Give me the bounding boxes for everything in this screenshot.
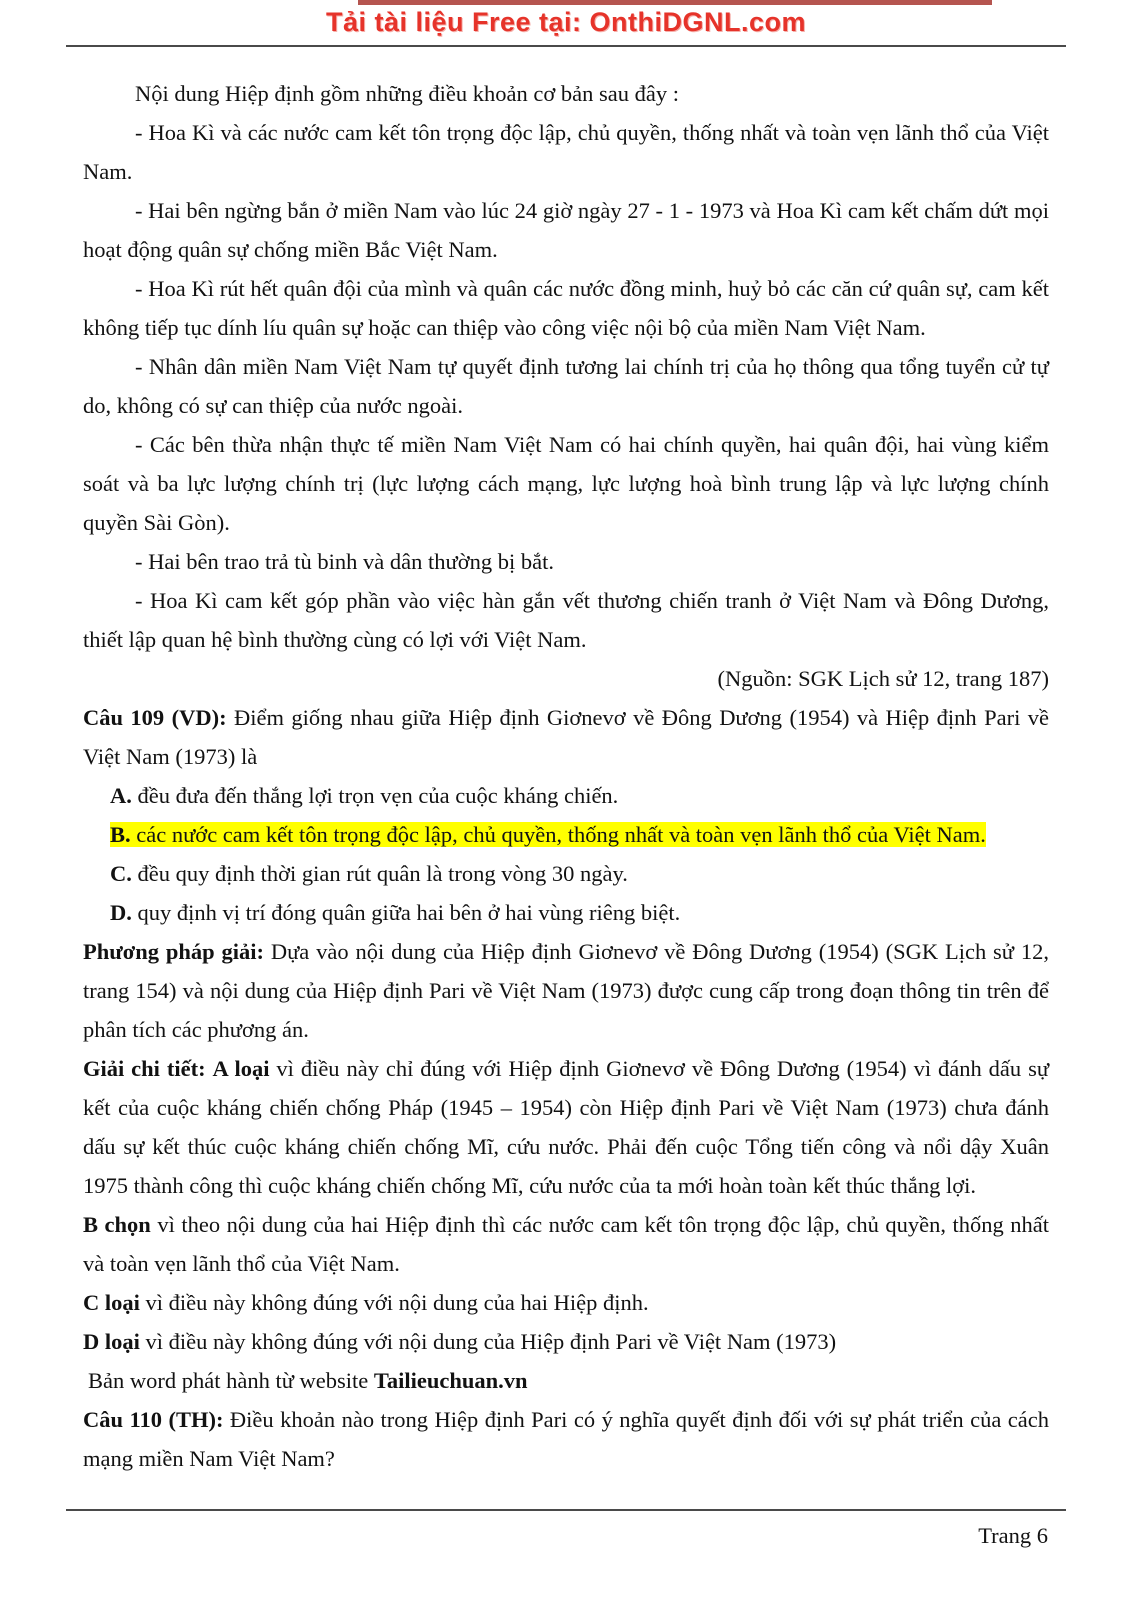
answer-b-label: B chọn (83, 1212, 151, 1237)
question-109 (83, 698, 1049, 776)
term-paragraph: - Các bên thừa nhận thực tế miền Nam Việt Nam có hai chính quyền, hai quân đội, hai vùng kiểm soát và ba lực lượng chính trị (lực lượng cách mạng, lực lượng hoà bình trung lập và lực lượng chính quyền Sài Gòn). (83, 432, 1049, 535)
method-label: Phương pháp giải: (83, 939, 264, 964)
page-number: Trang 6 (978, 1523, 1048, 1548)
question-109-text: Điểm giống nhau giữa Hiệp định Giơnevơ về Đông Dương (1954) và Hiệp định Pari về Việt Nam (1973) là (83, 705, 1049, 769)
option-c-text: đều quy định thời gian rút quân là trong vòng 30 ngày. (137, 861, 628, 886)
intro-paragraph: Nội dung Hiệp định gồm những điều khoản cơ bản sau đây : (135, 81, 680, 106)
option-b-text: các nước cam kết tôn trọng độc lập, chủ quyền, thống nhất và toàn vẹn lãnh thổ của Việt Nam. (136, 822, 986, 847)
method-text: Dựa vào nội dung của Hiệp định Giơnevơ về Đông Dương (1954) (SGK Lịch sử 12, trang 154) và nội dung của Hiệp định Pari về Việt Nam (1973) được cung cấp trong đoạn thông tin trên để phân tích các phương án. (83, 939, 1049, 1042)
option-d-text: quy định vị trí đóng quân giữa hai bên ở hai vùng riêng biệt. (137, 900, 681, 925)
watermark-brand: Tailieuchuan.vn (373, 1368, 528, 1393)
option-c (110, 854, 1049, 893)
watermark-line (83, 1361, 1049, 1400)
question-110-label: Câu 110 (TH): (83, 1407, 224, 1432)
source-citation: (Nguồn: SGK Lịch sử 12, trang 187) (717, 666, 1049, 691)
question-110-text: Điều khoản nào trong Hiệp định Pari có ý nghĩa quyết định đối với sự phát triển của cách mạng miền Nam Việt Nam? (83, 1407, 1049, 1471)
option-d (110, 893, 1049, 932)
question-110 (83, 1400, 1049, 1478)
term-paragraph: - Nhân dân miền Nam Việt Nam tự quyết định tương lai chính trị của họ thông qua tổng tuyển cử tự do, không có sự can thiệp của nước ngoài. (83, 354, 1049, 418)
term-paragraph: - Hoa Kì cam kết góp phần vào việc hàn gắn vết thương chiến tranh ở Việt Nam và Đông Dương, thiết lập quan hệ bình thường cùng có lợi với Việt Nam. (83, 588, 1049, 652)
term-paragraph: - Hai bên ngừng bắn ở miền Nam vào lúc 24 giờ ngày 27 - 1 - 1973 và Hoa Kì cam kết chấm dứt mọi hoạt động quân sự chống miền Bắc Việt Nam. (83, 198, 1049, 262)
term-paragraph: - Hai bên trao trả tù binh và dân thường bị bắt. (135, 549, 554, 574)
option-b-label: B. (110, 822, 131, 847)
option-a (110, 776, 1049, 815)
watermark-text: Bản word phát hành từ website (88, 1368, 374, 1393)
answer-c-text: vì điều này không đúng với nội dung của hai Hiệp định. (145, 1290, 649, 1315)
detail-paragraph (83, 1049, 1049, 1205)
footer-divider (66, 1509, 1066, 1511)
answer-b-text: vì theo nội dung của hai Hiệp định thì các nước cam kết tôn trọng độc lập, chủ quyền, thống nhất và toàn vẹn lãnh thổ của Việt Nam. (83, 1212, 1049, 1276)
answer-c-paragraph (83, 1283, 1049, 1322)
question-109-label: Câu 109 (VD): (83, 705, 227, 730)
answer-c-label: C loại (83, 1290, 140, 1315)
option-a-text: đều đưa đến thắng lợi trọn vẹn của cuộc kháng chiến. (137, 783, 619, 808)
download-banner-link[interactable]: Tải tài liệu Free tại: OnthiDGNL.com (325, 7, 807, 37)
option-c-label: C. (110, 861, 132, 886)
option-b-highlight (110, 822, 986, 847)
clipped-red-banner-artifact (358, 0, 992, 5)
option-a-label: A. (110, 783, 132, 808)
option-d-label: D. (110, 900, 132, 925)
detail-label: Giải chi tiết: (83, 1056, 206, 1081)
option-b (110, 815, 1049, 854)
document-body (83, 74, 1049, 1478)
answer-d-label: D loại (83, 1329, 140, 1354)
method-paragraph (83, 932, 1049, 1049)
answer-b-paragraph (83, 1205, 1049, 1283)
header-divider (66, 45, 1066, 47)
detail-text: vì điều này chỉ đúng với Hiệp định Giơnevơ về Đông Dương (1954) vì đánh dấu sự kết của cuộc kháng chiến chống Pháp (1945 – 1954) còn Hiệp định Pari về Việt Nam (1973) chưa đánh dấu sự kết thúc cuộc kháng chiến chống Mĩ, cứu nước. Phải đến cuộc Tổng tiến công và nổi dậy Xuân 1975 thành công thì cuộc kháng chiến chống Mĩ, cứu nước của ta mới hoàn toàn kết thúc thắng lợi. (83, 1056, 1050, 1198)
term-paragraph: - Hoa Kì và các nước cam kết tôn trọng độc lập, chủ quyền, thống nhất và toàn vẹn lãnh thổ của Việt Nam. (83, 120, 1049, 184)
answer-d-paragraph (83, 1322, 1049, 1361)
term-paragraph: - Hoa Kì rút hết quân đội của mình và quân các nước đồng minh, huỷ bỏ các căn cứ quân sự, cam kết không tiếp tục dính líu quân sự hoặc can thiệp vào công việc nội bộ của miền Nam Việt Nam. (83, 276, 1049, 340)
detail-a-label: A loại (212, 1056, 270, 1081)
answer-options (83, 776, 1049, 932)
answer-d-text: vì điều này không đúng với nội dung của Hiệp định Pari về Việt Nam (1973) (145, 1329, 837, 1354)
